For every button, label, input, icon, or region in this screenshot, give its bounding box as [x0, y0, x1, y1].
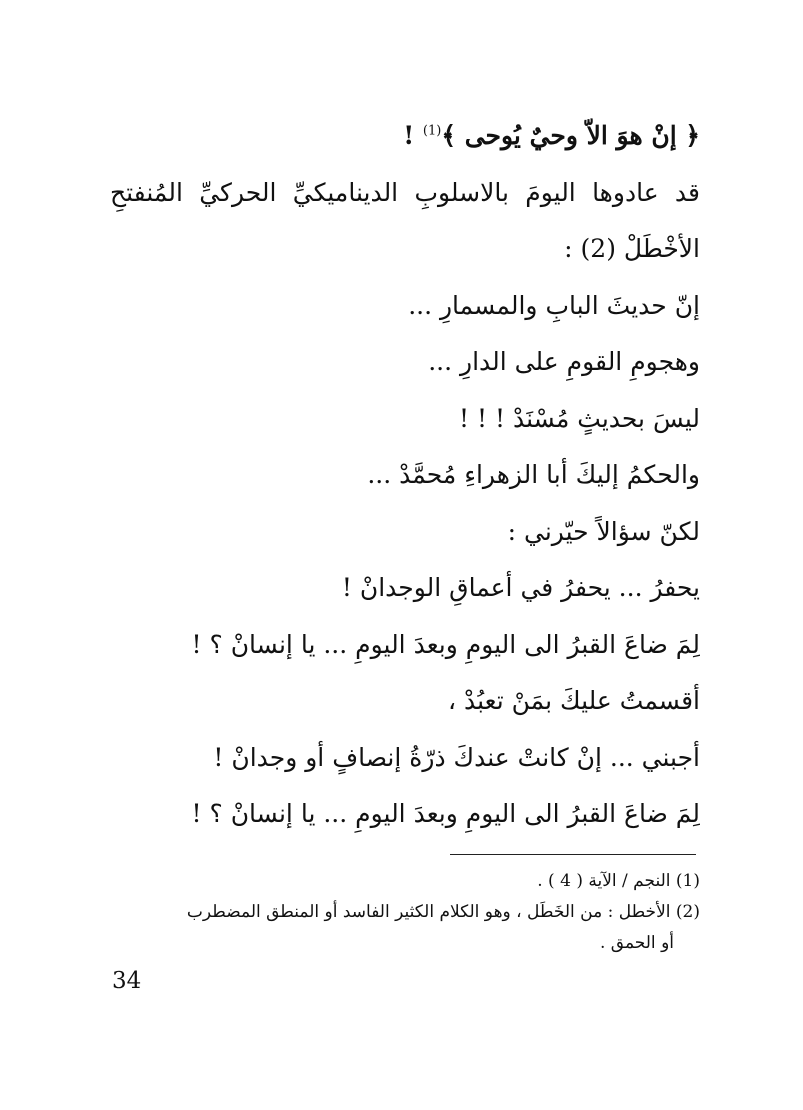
poem-line: إنّ حديثَ البابِ والمسمارِ ... — [408, 290, 700, 320]
poem-line: قد عادوها اليومَ بالاسلوبِ الديناميكيِّ الحركيِّ المُنفتحِ — [110, 177, 700, 207]
poem-line: ليسَ بحديثٍ مُسْنَدْ ! ! ! — [459, 403, 700, 433]
page-number: 34 — [112, 968, 142, 994]
poem-line: وهجومِ القومِ على الدارِ ... — [428, 347, 700, 376]
poem-body — [110, 108, 700, 843]
quote-tail: ! — [403, 121, 423, 150]
footnote-2-continuation: أو الحمق . — [599, 933, 674, 953]
quran-quote-line — [110, 108, 700, 165]
poem-line: يحفرُ ... يحفرُ في أعماقِ الوجدانْ ! — [341, 573, 700, 602]
footnote-2: (2) الأخطل : من الخَطَل ، وهو الكلام الكثير الفاسد أو المنطق المضطرب — [186, 902, 700, 922]
poem-line: الأخْطَلْ (2) : — [564, 234, 700, 263]
footnote-ref-1: (1) — [422, 123, 442, 139]
poem-line: لِمَ ضاعَ القبرُ الى اليومِ وبعدَ اليومِ ... يا إنسانْ ؟ ! — [191, 629, 700, 659]
poem-line: أقسمتُ عليكَ بمَنْ تعبُدْ ، — [448, 686, 700, 715]
poem-line: والحكمُ إليكَ أبا الزهراءِ مُحمَّدْ ... — [367, 460, 700, 489]
footnotes — [110, 866, 700, 959]
footnote-1: (1) النجم / الآية ( 4 ) . — [537, 871, 700, 891]
footnote-divider — [450, 854, 696, 855]
poem-line: أجبني ... إنْ كانتْ عندكَ ذرّةُ إنصافٍ أو وجدانْ ! — [213, 742, 700, 772]
poem-line: لِمَ ضاعَ القبرُ الى اليومِ وبعدَ اليومِ ... يا إنسانْ ؟ ! — [191, 799, 700, 828]
poem-line: لكنّ سؤالاً حيّرني : — [507, 516, 700, 546]
quote-text: ﴿ إنْ هوَ الاّ وحيٌ يُوحى ﴾ — [441, 121, 700, 150]
